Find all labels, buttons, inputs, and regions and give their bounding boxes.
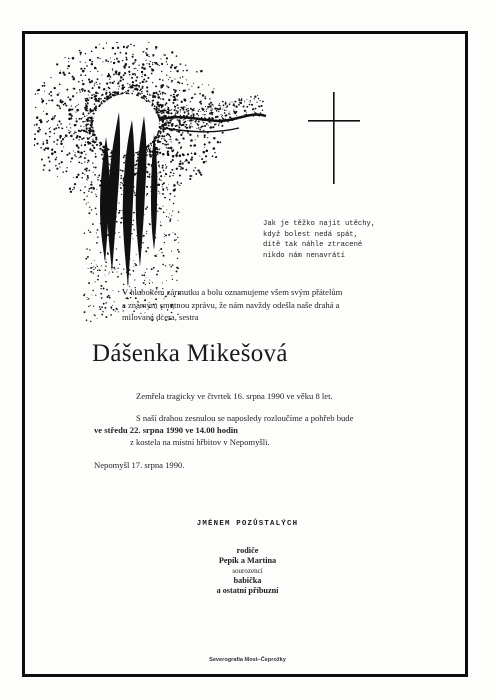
funeral-location: z kostela na místní hřbitov v Nepomyšli. bbox=[130, 437, 270, 448]
poem-line: když bolest nedá spát, bbox=[263, 230, 358, 239]
grandmother-label: babička bbox=[233, 576, 262, 585]
announcement-line: V hlubokém zármutku a bolu oznamujeme všem svým přátelům bbox=[122, 287, 343, 297]
place-and-date: Nepomyšl 17. srpna 1990. bbox=[94, 460, 185, 470]
poem-line: Jak je těžko najít utěchy, bbox=[263, 220, 376, 228]
parents-names: Pepík a Martina bbox=[218, 556, 277, 565]
funeral-datetime bbox=[94, 424, 353, 436]
funeral-line: S naší drahou zesnulou se naposledy rozloučíme a pohřeb bude bbox=[136, 413, 354, 423]
other-relatives: a ostatní příbuzní bbox=[216, 586, 279, 595]
poem-line: nikdo nám nenavrátí bbox=[263, 251, 345, 260]
funeral-datetime-text: ve středu 22. srpna 1990 ve 14.00 hodin bbox=[94, 425, 238, 436]
announcement-line: milovaná dcera, sestra bbox=[122, 312, 199, 323]
cross-icon bbox=[308, 92, 360, 184]
announcement-line: a známým smutnou zprávu, že nám navždy odešla naše drahá a bbox=[122, 299, 340, 310]
printer-imprint: Severografia Most–Čeprožky bbox=[209, 657, 286, 663]
siblings-label: sourozenci bbox=[232, 567, 263, 575]
mourners-list bbox=[0, 546, 495, 596]
announcement-text bbox=[122, 286, 422, 324]
death-notice-line: Zemřela tragicky ve čtvrtek 16. srpna 1990 ve věku 8 let. bbox=[136, 391, 333, 401]
parents-label: rodiče bbox=[236, 546, 259, 555]
deceased-name: Dášenka Mikešová bbox=[92, 340, 288, 367]
mourners-heading: JMÉNEM POZŮSTALÝCH bbox=[196, 520, 299, 528]
poem-line: dítě tak náhle ztracené bbox=[263, 241, 363, 249]
funeral-info bbox=[94, 412, 353, 449]
poem-verse bbox=[263, 219, 375, 261]
